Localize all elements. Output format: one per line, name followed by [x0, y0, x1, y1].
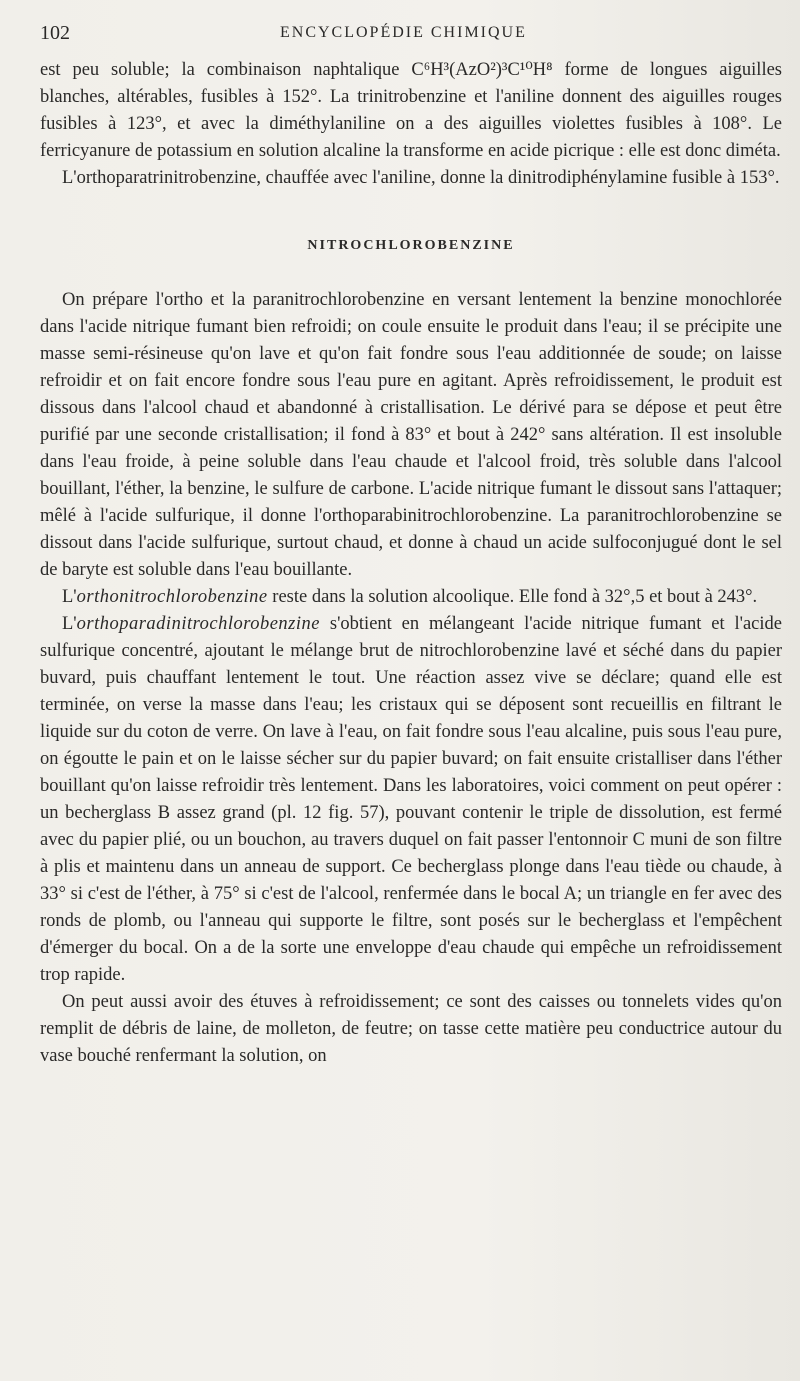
paragraph-preparation: On prépare l'ortho et la paranitrochlorobenzine en versant lentement la benzine monochlorée dans l'acide nitrique fumant bien refroidi; on coule ensuite le produit dans l'eau; il se précipite une masse semi-résineuse qu'on lave et qu'on fait fondre sous l'eau additionnée de soude; on laisse refroidir et on fait encore fondre sous l'eau pure en agitant. Après refroidissement, le produit est dissous dans l'alcool chaud et abandonné à cristallisation. Le dérivé para se dépose et peut être purifié par une seconde cristallisation; il fond à 83° et bout à 242° sans altération. Il est insoluble dans l'eau froide, à peine soluble dans l'eau chaude et l'alcool froid, très soluble dans l'alcool bouillant, l'éther, la benzine, le sulfure de carbone. L'acide nitrique fumant le dissout sans l'attaquer; mêlé à l'acide sulfurique, il donne l'orthoparabinitrochlorobenzine. La paranitrochlorobenzine se dissout dans l'acide sulfurique, surtout chaud, et donne à chaud un acide sulfoconjugué dont le sel de baryte est soluble dans l'eau bouillante.	[40, 290, 782, 580]
chemical-term: orthoparadinitrochlorobenzine	[76, 614, 320, 634]
page-number: 102	[40, 22, 70, 44]
spacer	[40, 192, 782, 232]
paragraph-etuves: On peut aussi avoir des étuves à refroidissement; ce sont des caisses ou tonnelets vides qu'on remplit de débris de laine, de molleton, de feutre; on tasse cette matière peu conductrice autour du vase bouché renfermant la solution, on	[40, 992, 782, 1066]
paragraph-orthonitrochlorobenzine	[40, 584, 782, 611]
running-title: ENCYCLOPÉDIE CHIMIQUE	[280, 24, 527, 41]
paragraph-lead: L'	[62, 587, 77, 607]
page-header	[40, 22, 780, 52]
spacer	[40, 259, 782, 287]
paragraph-continuation: est peu soluble; la combinaison naphtalique C⁶H³(AzO²)³C¹⁰H⁸ forme de longues aiguilles blanches, altérables, fusibles à 152°. La trinitrobenzine et l'aniline donnent des aiguilles rouges fusibles à 123°, et avec la diméthylaniline on a des aiguilles violettes fusibles à 108°. Le ferricyanure de potassium en solution alcaline la transforme en acide picrique : elle est donc diméta.	[40, 60, 782, 161]
paragraph-orthoparadinitrochlorobenzine	[40, 611, 782, 989]
paragraph-orthoparatrinitrobenzine: L'orthoparatrinitrobenzine, chauffée avec l'aniline, donne la dinitrodiphénylamine fusible à 153°.	[62, 168, 780, 188]
paragraph-text: reste dans la solution alcoolique. Elle fond à 32°,5 et bout à 243°.	[267, 587, 758, 607]
chemical-term: orthonitrochlorobenzine	[76, 587, 268, 607]
page-body	[40, 57, 782, 1070]
paragraph-lead: L'	[62, 614, 77, 634]
paragraph-text: s'obtient en mélangeant l'acide nitrique fumant et l'acide sulfurique concentré, ajoutant le mélange brut de nitrochlorobenzine lavé et séché dans du papier buvard, puis chauffant lentement le tout. Une réaction assez vive se déclare; quand elle est terminée, on verse la masse dans l'eau; les cristaux qui se déposent sont recueillis en filtrant le liquide sur du coton de verre. On lave à l'eau, on fait fondre sous l'eau alcaline, puis sous l'eau pure, on égoutte le pain et on le laisse sécher sur du papier buvard; on fait ensuite cristalliser dans l'éther bouillant qu'on laisse refroidir très lentement. Dans les laboratoires, voici comment on peut opérer : un becherglass B assez grand (pl. 12 fig. 57), pouvant contenir le triple de dissolution, est fermé avec du papier plié, ou un bouchon, au travers duquel on fait passer l'entonnoir C muni de son filtre à plis et maintenu dans un anneau de support. Ce becherglass plonge dans l'eau tiède ou chaude, à 33° si c'est de l'éther, à 75° si c'est de l'alcool, renfermée dans le bocal A; un triangle en fer avec des ronds de plomb, ou l'anneau qui supporte le filtre, sont posés sur le becherglass et l'empêchent d'émerger du bocal. On a de la sorte une enveloppe d'eau chaude qui empêche un refroidissement trop rapide.	[40, 614, 782, 985]
section-title: NITROCHLOROBENZINE	[307, 238, 515, 253]
